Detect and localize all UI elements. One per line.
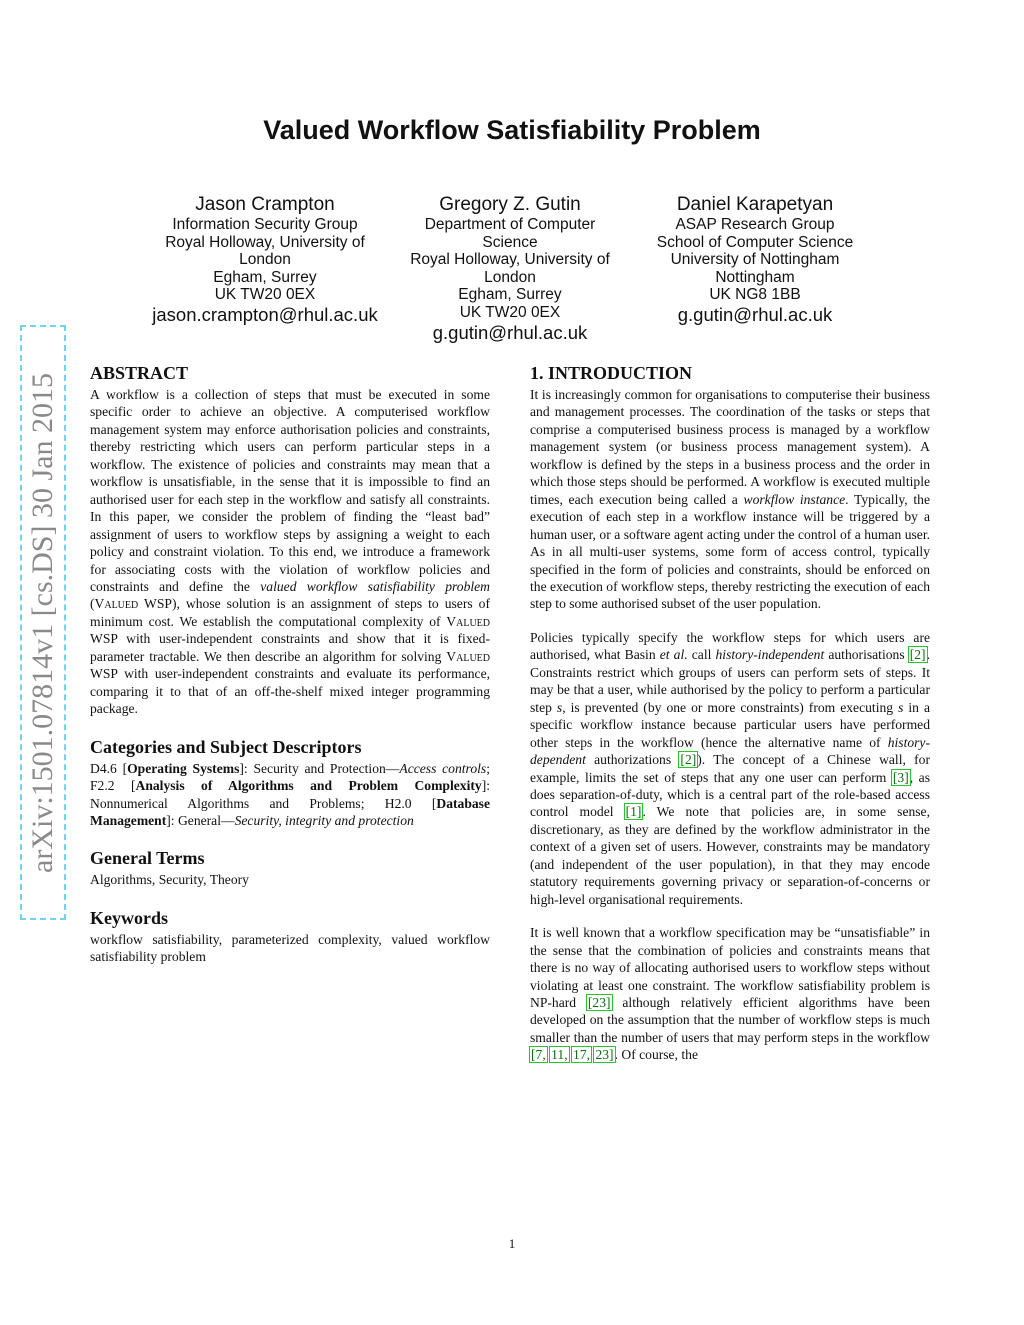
author-name: Jason Crampton (195, 194, 335, 215)
paper-title: Valued Workflow Satisfiability Problem (263, 115, 761, 145)
affiliation-line: UK TW20 0EX (214, 286, 316, 304)
citation-link[interactable]: 11, (551, 1047, 568, 1063)
keywords-text: workflow satisfiability, parameterized complexity, valued workflow satisfiability problem (90, 931, 490, 965)
author-email[interactable]: g.gutin@rhul.ac.uk (677, 303, 833, 325)
citation-link[interactable]: 17, (573, 1047, 591, 1063)
arxiv-identifier-stamp (20, 325, 66, 920)
affiliation-line: UK TW20 0EX (459, 303, 561, 321)
author-email[interactable]: jason.crampton@rhul.ac.uk (152, 303, 378, 325)
author-name: Gregory Z. Gutin (439, 194, 581, 215)
author-block-1 (145, 194, 385, 326)
affiliation-line: Royal Holloway, University of (410, 251, 610, 269)
affiliation-line: Royal Holloway, University of (165, 233, 365, 251)
affiliation-line: School of Computer Science (656, 233, 854, 251)
intro-paragraph-3: It is well known that a workflow specification may be “unsatisfiable” in the sense that the combination of policies and constraints means that there is no way of allocating authorised users to workflow steps without violating at least one constraint. The workflow satisfiability problem is NP-hard [23] although relatively efficient algorithms have been developed on the assumption that the number of workflow steps is much smaller than the number of users that may perform steps in the workflow [7, 11, 17, 23]. Of course, the (530, 925, 930, 1063)
introduction-heading: 1. INTRODUCTION (530, 363, 693, 383)
author-block-2 (390, 194, 630, 344)
author-name: Daniel Karapetyan (676, 194, 834, 215)
affiliation-line: University of Nottingham (670, 251, 840, 269)
affiliation-line: Information Security Group (172, 216, 358, 233)
categories-heading: Categories and Subject Descriptors (90, 736, 362, 757)
arxiv-identifier: arXiv:1501.07814v1 [cs.DS] 30 Jan 2015 (26, 372, 59, 873)
citation-link[interactable]: [23] (587, 994, 611, 1010)
citation-link[interactable]: [1] (625, 804, 642, 820)
abstract-text: A workflow is a collection of steps that must be executed in some specific order to achieve an objective. A computerised workflow management system may enforce authorisation policies and constraints, thereby restricting which users can perform particular steps in a workflow. The existence of policies and constraints may mean that a workflow is unsatisfiable, in the sense that it is impossible to find an authorised user for each step in the workflow and satisfy all constraints. In this paper, we consider the problem of finding the “least bad” assignment of users to workflow steps by assigning a weight to each policy and constraint violation. To this end, we introduce a framework for associating costs with the violation of workflow policies and constraints and define the valued workflow satisfiability problem (Valued WSP), whose solution is an assignment of steps to users of minimum cost. We establish the computational complexity of Valued WSP with user-independent constraints and show that it is fixed-parameter tractable. We then describe an algorithm for solving Valued WSP with user-independent constraints and evaluate its performance, comparing it to that of an off-the-shelf mixed integer programming package. (90, 387, 490, 717)
right-column (530, 362, 930, 1064)
intro-paragraph-2: Policies typically specify the workflow steps for which users are authorised, what Basin et al. call history-independent authorisations [2]. Constraints restrict which groups of users can perform sets of steps. It may be that a user, while authorised by the policy to perform a particular step s, is prevented (by one or more constraints) from executing s in a specific workflow instance because particular users have performed other steps in the workflow (hence the alternative name of history-dependent authorizations [2]). The concept of a Chinese wall, for example, limits the set of steps that any one user can perform [3], as does separation-of-duty, which is a central part of the role-based access control model [1]. We note that policies are, in some sense, discretionary, as they are defined by the workflow administrator in the context of a given set of users. However, constraints may be mandatory (and independent of the user population), in that they may encode statutory requirements governing privacy or separation-of-concerns or high-level organisational requirements. (530, 629, 931, 907)
keywords-heading: Keywords (90, 907, 168, 928)
citation-link[interactable]: [7, (531, 1047, 546, 1063)
general-terms-text: Algorithms, Security, Theory (90, 872, 249, 888)
affiliation-line: Egham, Surrey (458, 286, 562, 304)
citation-link[interactable]: [3] (892, 769, 909, 785)
left-column (90, 362, 490, 966)
abstract-heading: ABSTRACT (90, 363, 189, 383)
author-email[interactable]: g.gutin@rhul.ac.uk (432, 321, 588, 343)
author-block-3 (635, 194, 875, 326)
affiliation-line: Science (482, 233, 538, 251)
intro-paragraph-1: It is increasingly common for organisations to computerise their business and management processes. The coordination of the tasks or steps that comprise a computerised business process is managed by a workflow management system (or business process management system). A workflow is defined by the steps in a business process and the order in which those steps should be performed. A workflow is executed multiple times, each execution being called a workflow instance. Typically, the execution of each step in a workflow instance will be triggered by a human user, or a software agent acting under the control of a human user. As in all multi-user systems, some form of access control, typically specified in the form of policies and constraints, should be enforced on the execution of workflow steps, thereby restricting the execution of each step to some authorised subset of the user population. (530, 387, 930, 612)
affiliation-line: Nottingham (715, 268, 795, 286)
affiliation-line: Egham, Surrey (213, 268, 317, 286)
affiliation-line: London (484, 268, 536, 286)
affiliation-line: London (239, 251, 291, 269)
citation-link[interactable]: [2] (909, 647, 926, 663)
citation-link[interactable]: 23] (595, 1047, 614, 1063)
citation-link[interactable]: [2] (680, 752, 697, 768)
affiliation-line: ASAP Research Group (675, 216, 835, 233)
affiliation-line: UK NG8 1BB (709, 286, 801, 304)
page-number: 1 (508, 1236, 516, 1251)
affiliation-line: Department of Computer (424, 216, 596, 233)
general-terms-heading: General Terms (90, 848, 205, 869)
categories-text: D4.6 [Operating Systems]: Security and Protection—Access controls; F2.2 [Analysis of Algorithms and Problem Complexity]: Nonnumerical Algorithms and Problems; H2.0 [Database Management]: General—Security, integrity and protection (90, 760, 490, 828)
